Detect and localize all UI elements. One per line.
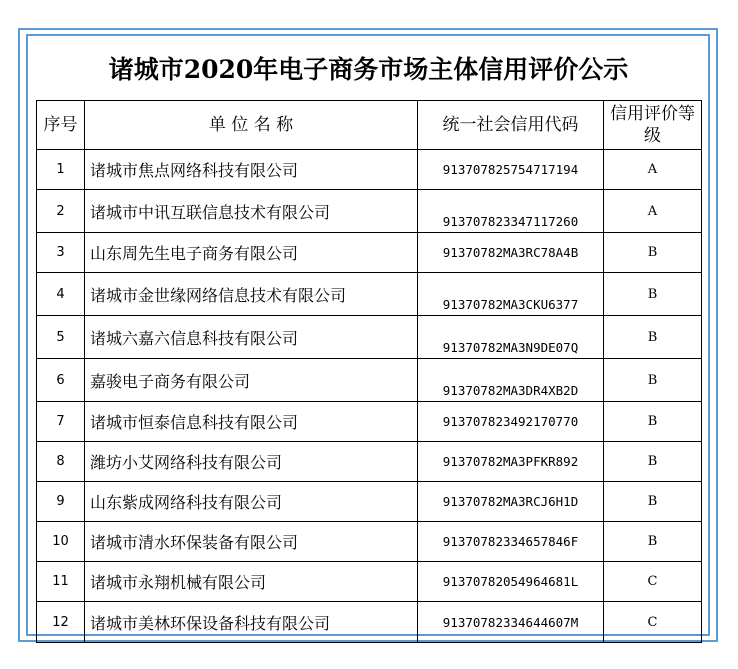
- credit-code: 913707823347117260: [418, 190, 604, 233]
- company-name: 诸城市焦点网络科技有限公司: [85, 150, 418, 190]
- company-name: 诸城六嘉六信息科技有限公司: [85, 316, 418, 359]
- header-no: 序号: [37, 101, 85, 150]
- credit-grade: B: [604, 316, 702, 359]
- credit-code: 91370782334657846F: [418, 522, 604, 562]
- company-name: 诸城市永翔机械有限公司: [85, 562, 418, 602]
- row-number: 9: [37, 482, 85, 522]
- page-title: 诸城市2020年电子商务市场主体信用评价公示: [108, 55, 629, 84]
- company-name: 诸城市恒泰信息科技有限公司: [85, 402, 418, 442]
- credit-grade: B: [604, 522, 702, 562]
- credit-table: [36, 100, 702, 643]
- credit-code: 913707825754717194: [418, 150, 604, 190]
- credit-code: 91370782MA3RCJ6H1D: [418, 482, 604, 522]
- credit-code: 91370782MA3CKU6377: [418, 273, 604, 316]
- row-number: 1: [37, 150, 85, 190]
- row-number: 12: [37, 602, 85, 643]
- table-row: [37, 562, 702, 602]
- table-row: [37, 190, 702, 233]
- table-row: [37, 150, 702, 190]
- credit-code: 91370782MA3RC78A4B: [418, 233, 604, 273]
- table-row: [37, 602, 702, 643]
- row-number: 3: [37, 233, 85, 273]
- company-name: 诸城市美林环保设备科技有限公司: [85, 602, 418, 643]
- table-row: [37, 522, 702, 562]
- credit-code: 91370782054964681L: [418, 562, 604, 602]
- table-row: [37, 273, 702, 316]
- credit-grade: B: [604, 273, 702, 316]
- credit-grade: C: [604, 562, 702, 602]
- header-name: 单 位 名 称: [85, 101, 418, 150]
- credit-code: 91370782MA3DR4XB2D: [418, 359, 604, 402]
- credit-grade: B: [604, 442, 702, 482]
- row-number: 4: [37, 273, 85, 316]
- header-code: 统一社会信用代码: [418, 101, 604, 150]
- credit-code: 91370782MA3N9DE07Q: [418, 316, 604, 359]
- credit-code: 91370782334644607M: [418, 602, 604, 643]
- table-row: [37, 359, 702, 402]
- credit-grade: C: [604, 602, 702, 643]
- table-row: [37, 442, 702, 482]
- row-number: 11: [37, 562, 85, 602]
- table-row: [37, 482, 702, 522]
- header-rating: 信用评价等级: [604, 101, 702, 150]
- credit-code: 913707823492170770: [418, 402, 604, 442]
- company-name: 诸城市清水环保装备有限公司: [85, 522, 418, 562]
- credit-grade: B: [604, 233, 702, 273]
- company-name: 诸城市中讯互联信息技术有限公司: [85, 190, 418, 233]
- row-number: 10: [37, 522, 85, 562]
- row-number: 6: [37, 359, 85, 402]
- credit-grade: B: [604, 359, 702, 402]
- credit-grade: A: [604, 150, 702, 190]
- company-name: 山东周先生电子商务有限公司: [85, 233, 418, 273]
- row-number: 2: [37, 190, 85, 233]
- company-name: 嘉骏电子商务有限公司: [85, 359, 418, 402]
- row-number: 5: [37, 316, 85, 359]
- table-row: [37, 233, 702, 273]
- company-name: 诸城市金世缘网络信息技术有限公司: [85, 273, 418, 316]
- credit-grade: B: [604, 482, 702, 522]
- company-name: 山东紫成网络科技有限公司: [85, 482, 418, 522]
- credit-code: 91370782MA3PFKR892: [418, 442, 604, 482]
- table-row: [37, 402, 702, 442]
- company-name: 潍坊小艾网络科技有限公司: [85, 442, 418, 482]
- row-number: 7: [37, 402, 85, 442]
- credit-table-sheet: [36, 40, 701, 643]
- table-row: [37, 316, 702, 359]
- credit-grade: B: [604, 402, 702, 442]
- header-row: [37, 101, 702, 150]
- credit-grade: A: [604, 190, 702, 233]
- row-number: 8: [37, 442, 85, 482]
